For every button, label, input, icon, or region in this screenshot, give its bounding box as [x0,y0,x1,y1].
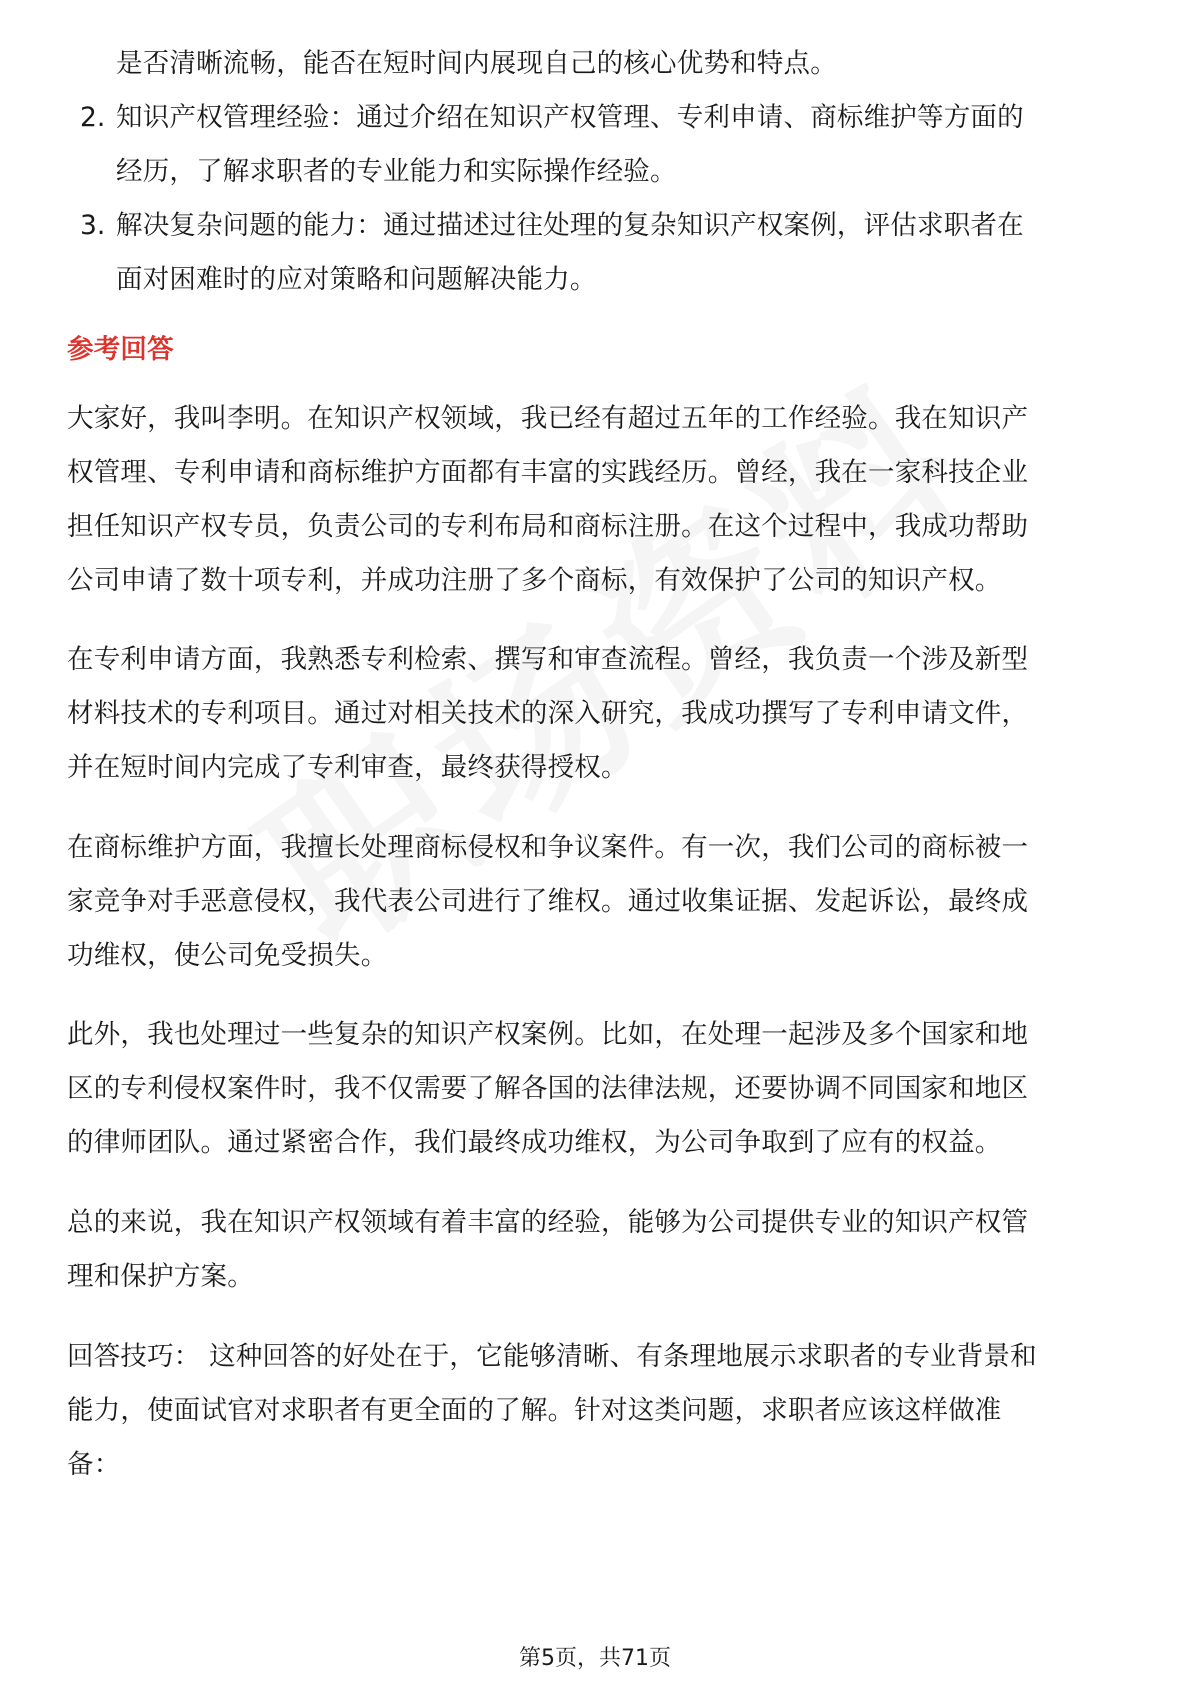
paragraph-line: 备： [67,1449,121,1480]
paragraph-line: 担任知识产权专员，负责公司的专利布局和商标注册。在这个过程中，我成功帮助 [67,511,1029,542]
list-number: 3. [80,210,106,241]
page-number-footer: 第5页，共71页 [519,1646,671,1671]
paragraph-line: 总的来说，我在知识产权领域有着丰富的经验，能够为公司提供专业的知识产权管 [67,1207,1029,1238]
paragraph-line: 大家好，我叫李明。在知识产权领域，我已经有超过五年的工作经验。我在知识产 [67,403,1029,434]
list-number: 2. [80,102,106,133]
paragraph-line: 功维权，使公司免受损失。 [67,940,388,971]
paragraph-line: 能力，使面试官对求职者有更全面的了解。针对这类问题，求职者应该这样做准 [67,1395,1002,1426]
list-item-line: 知识产权管理经验：通过介绍在知识产权管理、专利申请、商标维护等方面的 [116,102,1024,133]
list-item-continuation: 是否清晰流畅，能否在短时间内展现自己的核心优势和特点。 [116,48,837,79]
paragraph-line: 家竞争对手恶意侵权，我代表公司进行了维权。通过收集证据、发起诉讼，最终成 [67,886,1029,917]
section-heading: 参考回答 [67,334,174,365]
paragraph-line: 材料技术的专利项目。通过对相关技术的深入研究，我成功撰写了专利申请文件， [67,698,1029,729]
paragraph-line: 并在短时间内完成了专利审查，最终获得授权。 [67,752,628,783]
list-item-line: 解决复杂问题的能力：通过描述过往处理的复杂知识产权案例，评估求职者在 [116,210,1024,241]
paragraph-line: 在商标维护方面，我擅长处理商标侵权和争议案件。有一次，我们公司的商标被一 [67,832,1029,863]
paragraph-line: 权管理、专利申请和商标维护方面都有丰富的实践经历。曾经，我在一家科技企业 [67,457,1029,488]
list-item-line: 经历，了解求职者的专业能力和实际操作经验。 [116,156,677,187]
paragraph-line: 区的专利侵权案件时，我不仅需要了解各国的法律法规，还要协调不同国家和地区 [67,1073,1029,1104]
paragraph-line: 在专利申请方面，我熟悉专利检索、撰写和审查流程。曾经，我负责一个涉及新型 [67,644,1029,675]
paragraph-line: 的律师团队。通过紧密合作，我们最终成功维权，为公司争取到了应有的权益。 [67,1127,1002,1158]
list-item-line: 面对困难时的应对策略和问题解决能力。 [116,264,597,295]
paragraph-line: 回答技巧： 这种回答的好处在于，它能够清晰、有条理地展示求职者的专业背景和 [67,1341,1037,1372]
paragraph-line: 公司申请了数十项专利，并成功注册了多个商标，有效保护了公司的知识产权。 [67,565,1002,596]
paragraph-line: 理和保护方案。 [67,1261,254,1292]
paragraph-line: 此外，我也处理过一些复杂的知识产权案例。比如，在处理一起涉及多个国家和地 [67,1019,1029,1050]
